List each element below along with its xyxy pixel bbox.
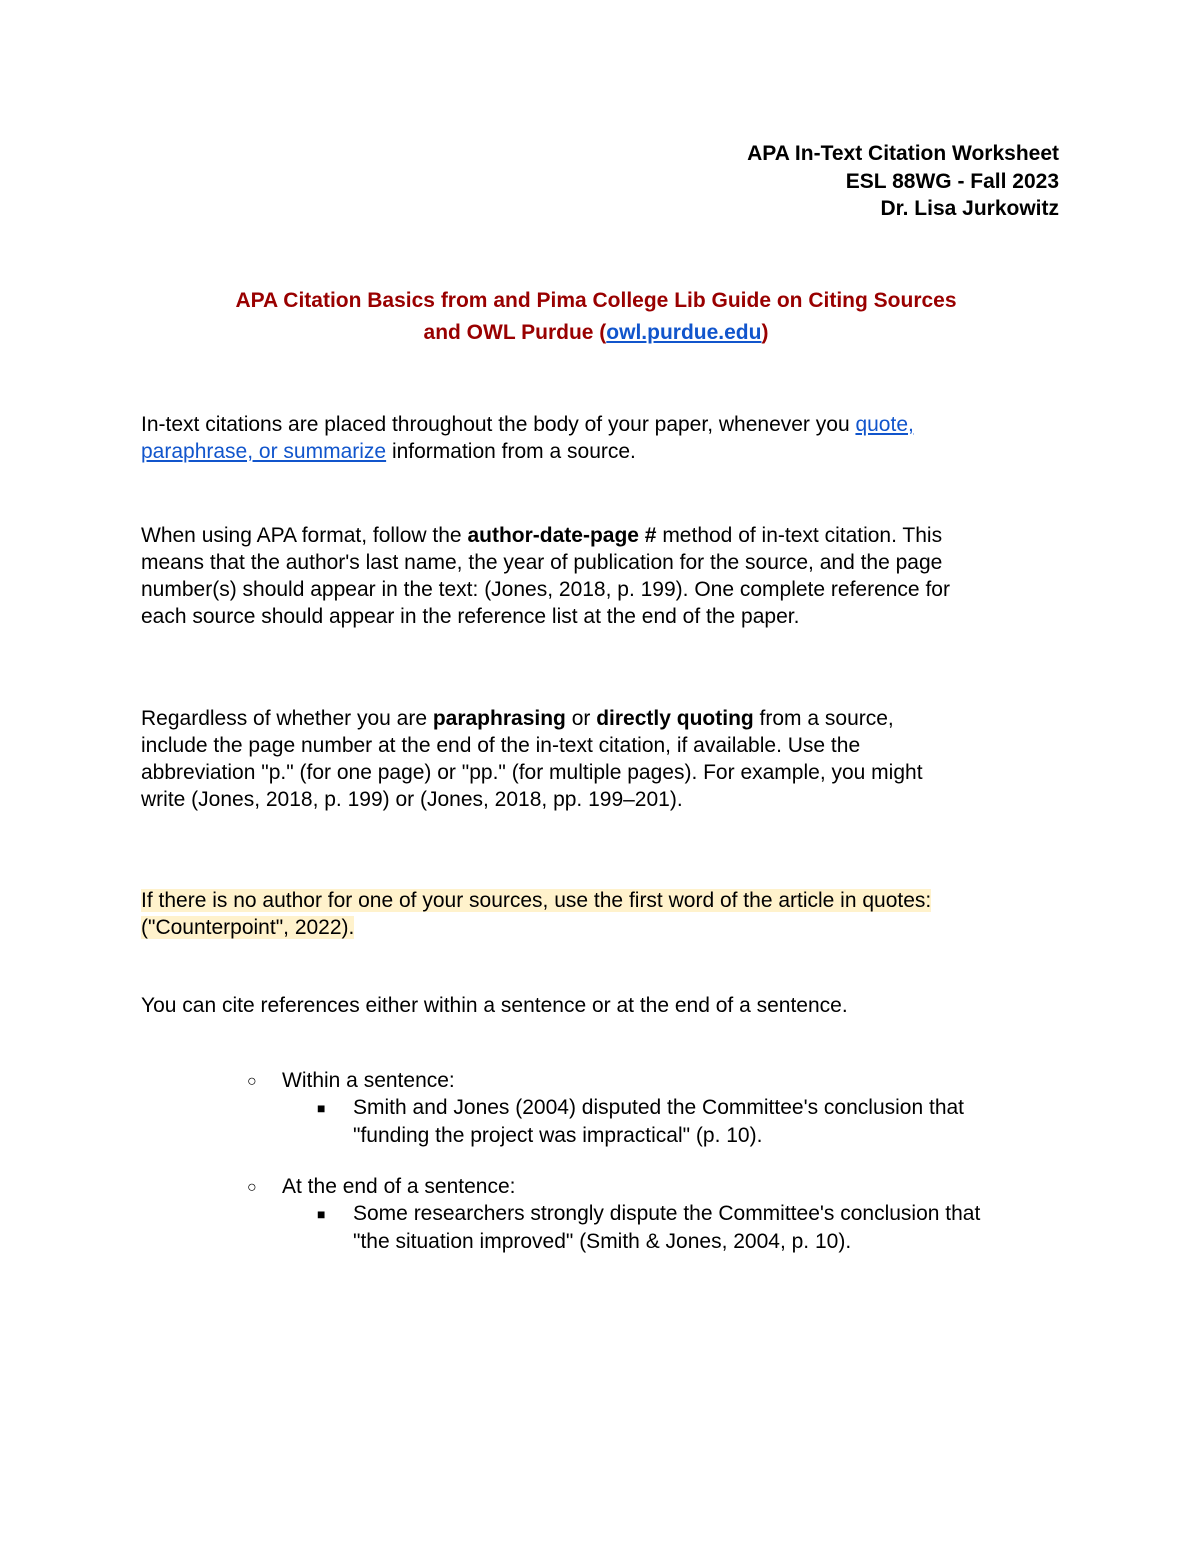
apa-format-line-4: each source should appear in the reference list at the end of the paper.	[141, 605, 800, 628]
intro-paragraph	[141, 411, 1061, 465]
apa-format-paragraph	[141, 522, 1061, 630]
cite-positions-intro-text: You can cite references either within a sentence or at the end of a sentence.	[141, 994, 848, 1017]
intro-text: In-text citations are placed throughout the body of your paper, whenever you	[141, 413, 856, 436]
page-numbers-line-1	[141, 705, 1061, 732]
apa-format-text: When using APA format, follow the	[141, 524, 468, 547]
example-end-line-1: Some researchers strongly dispute the Committee's conclusion that	[353, 1202, 981, 1225]
example-within-line-1: Smith and Jones (2004) disputed the Committee's conclusion that	[353, 1096, 965, 1119]
list-bullet-square-2: ■	[317, 1206, 326, 1222]
cite-positions-intro	[141, 992, 1061, 1019]
no-author-paragraph	[141, 887, 1061, 941]
intro-line-1	[141, 411, 1061, 438]
list-bullet-circle-1: ○	[247, 1073, 257, 1090]
directly-quoting-term: directly quoting	[596, 707, 754, 730]
page-numbers-line-3: abbreviation "p." (for one page) or "pp." (for multiple pages). For example, you might	[141, 761, 923, 784]
list-item-end-of-sentence: At the end of a sentence:	[282, 1175, 516, 1198]
page-numbers-text: Regardless of whether you are	[141, 707, 433, 730]
apa-format-line-1	[141, 522, 1061, 549]
paraphrasing-term: paraphrasing	[432, 707, 566, 730]
paraphrase-summarize-link[interactable]: paraphrase, or summarize	[141, 440, 387, 463]
page-numbers-paragraph	[141, 705, 1061, 813]
subtitle-line-2	[0, 317, 1192, 349]
page-numbers-text-end: from a source,	[753, 707, 894, 730]
owl-purdue-link[interactable]: owl.purdue.edu	[606, 321, 762, 344]
page-numbers-or: or	[565, 707, 597, 730]
apa-format-text-end: method of in-text citation. This	[656, 524, 943, 547]
apa-format-line-3: number(s) should appear in the text: (Jones, 2018, p. 199). One complete reference for	[141, 578, 950, 601]
document-header	[747, 140, 1059, 223]
quote-link[interactable]: quote,	[855, 413, 914, 436]
no-author-highlight-2: ("Counterpoint", 2022).	[141, 916, 355, 939]
example-end-line-2: "the situation improved" (Smith & Jones, 2004, p. 10).	[353, 1230, 852, 1253]
no-author-line-1	[141, 887, 1061, 914]
example-within-line-2: "funding the project was impractical" (p. 10).	[353, 1124, 763, 1147]
list-bullet-square-1: ■	[317, 1100, 326, 1116]
apa-format-line-2: means that the author's last name, the year of publication for the source, and the page	[141, 551, 943, 574]
page-numbers-line-4: write (Jones, 2018, p. 199) or (Jones, 2018, pp. 199–201).	[141, 788, 683, 811]
author-date-page-term: author-date-page #	[467, 524, 657, 547]
subtitle-line-1: APA Citation Basics from and Pima College Lib Guide on Citing Sources	[235, 289, 957, 312]
course-name: ESL 88WG - Fall 2023	[845, 169, 1059, 193]
instructor-name: Dr. Lisa Jurkowitz	[880, 197, 1059, 220]
no-author-highlight-1: If there is no author for one of your sources, use the first word of the article in quotes:	[141, 889, 932, 912]
intro-text-end: information from a source.	[386, 440, 636, 463]
list-item-within-sentence: Within a sentence:	[282, 1069, 455, 1092]
subtitle-line-2-post: )	[761, 321, 769, 344]
subtitle-line-2-pre: and OWL Purdue (	[423, 321, 607, 344]
intro-line-2	[141, 438, 1061, 465]
worksheet-title: APA In-Text Citation Worksheet	[747, 142, 1059, 165]
section-subtitle	[0, 285, 1192, 349]
page-numbers-line-2: include the page number at the end of the in-text citation, if available. Use the	[141, 734, 861, 757]
list-bullet-circle-2: ○	[247, 1179, 257, 1196]
no-author-line-2	[141, 914, 1061, 941]
